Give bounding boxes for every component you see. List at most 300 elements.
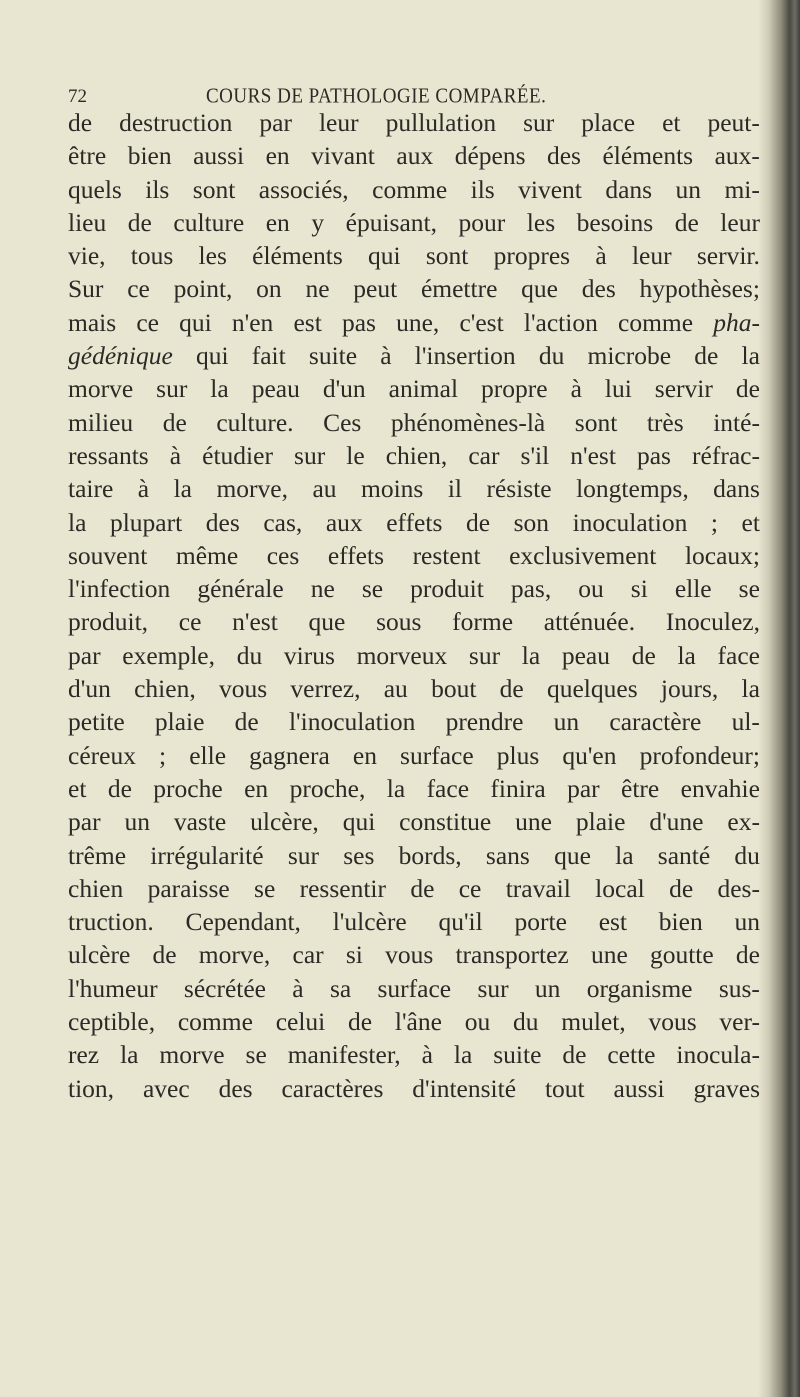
line-text: d'une [649, 807, 704, 837]
text-line [68, 938, 760, 971]
line-text: morve, [198, 940, 271, 970]
text-line [68, 839, 760, 872]
text-line [68, 872, 760, 905]
line-text: que [554, 840, 591, 870]
line-text: des [205, 507, 240, 537]
line-text: microbe [587, 341, 672, 371]
line-text: ver- [719, 1007, 760, 1037]
line-text: transportez [455, 940, 569, 970]
line-text: inocula- [676, 1040, 760, 1070]
line-text: dans [713, 474, 760, 504]
line-text: que [308, 607, 346, 637]
line-text: peut [353, 274, 398, 304]
line-text: pas, [510, 574, 552, 604]
line-text: à [292, 973, 304, 1003]
line-text: quelques [546, 674, 638, 704]
line-text: la [68, 507, 87, 537]
line-text: ce [458, 873, 482, 903]
line-text: si [345, 940, 363, 970]
text-line [68, 705, 760, 738]
book-binding-shadow [758, 0, 800, 1397]
line-text: manifester, [287, 1040, 401, 1070]
line-text: et [68, 773, 87, 803]
line-text: lui [604, 374, 632, 404]
line-text: morve [68, 374, 134, 404]
line-text: bords, [398, 840, 462, 870]
line-text: qui [195, 341, 229, 371]
line-text: cette [607, 1040, 656, 1070]
line-text: constitue [399, 807, 492, 837]
line-text: émettre [420, 274, 498, 304]
line-text: de [674, 207, 699, 237]
line-text: organisme [586, 973, 693, 1003]
line-text: goutte [649, 940, 714, 970]
line-text: et [662, 108, 681, 137]
line-text: de [735, 940, 760, 970]
line-text: quels [68, 174, 122, 204]
line-text: local [595, 873, 645, 903]
text-line [68, 1005, 760, 1038]
line-text: rez [68, 1040, 100, 1070]
line-text: aux [325, 507, 363, 537]
text-line [68, 572, 760, 605]
line-text: la [453, 1040, 473, 1070]
line-text: ulcère, [250, 807, 319, 837]
line-text: ulcère [68, 940, 131, 970]
line-text: ne [310, 574, 335, 604]
line-text: aussi [193, 141, 245, 171]
line-text: vous [385, 940, 434, 970]
page-number: 72 [68, 86, 87, 107]
line-text: Sur [68, 274, 104, 304]
text-line [68, 972, 760, 1005]
line-text: la [615, 840, 634, 870]
text-line [68, 272, 760, 305]
line-text: est [293, 307, 322, 337]
running-title: COURS DE PATHOLOGIE COMPARÉE. [206, 84, 547, 108]
line-text: propres [493, 241, 571, 271]
line-text: de [669, 873, 694, 903]
line-text: l'âne [394, 1007, 442, 1037]
line-text: même [175, 540, 239, 570]
text-line [68, 472, 760, 505]
line-text: surface [400, 740, 474, 770]
line-text: sur [477, 973, 509, 1003]
line-text: caractères [281, 1073, 384, 1103]
line-text: leur [318, 108, 359, 137]
line-text: sur [156, 374, 188, 404]
line-text: ces [266, 540, 300, 570]
line-text: la [173, 474, 192, 504]
line-text: par [68, 640, 101, 670]
line-text: exclusivement [509, 540, 657, 570]
line-text: destruction [119, 108, 233, 137]
line-text: une [515, 807, 552, 837]
line-text: à [595, 241, 607, 271]
line-text: culture [173, 207, 245, 237]
line-text: lieu [68, 207, 107, 237]
line-text: effets [327, 540, 385, 570]
line-text: s'il [520, 440, 550, 470]
line-text: si [630, 574, 648, 604]
line-text: plaie [575, 807, 626, 837]
line-text: la [120, 1040, 139, 1070]
line-text: le [346, 440, 365, 470]
line-text: hypothèses; [639, 274, 760, 304]
line-text: la [386, 773, 406, 803]
line-text: ce [127, 274, 150, 304]
line-text: moins [361, 474, 424, 504]
line-text: on [256, 274, 282, 304]
line-text: un [553, 707, 580, 737]
line-text: céreux [68, 740, 136, 770]
line-text: est [598, 907, 628, 937]
line-text: étudier [202, 440, 273, 470]
line-text: de [68, 108, 93, 137]
line-text: sont [425, 241, 469, 271]
text-line [68, 639, 760, 672]
line-text: dépens [454, 141, 526, 171]
line-text: paraisse [147, 873, 230, 903]
line-text: sur [468, 640, 501, 670]
line-text: peau [251, 374, 300, 404]
line-text: gagnera [249, 740, 330, 770]
line-text: mi- [724, 174, 760, 204]
line-text: du [512, 1007, 539, 1037]
line-text: ce [136, 307, 159, 337]
text-line [68, 672, 760, 705]
line-text: vaste [173, 807, 227, 837]
line-text: dans [605, 174, 653, 204]
line-text: ; [159, 740, 167, 770]
line-text: porte [514, 907, 567, 937]
line-text: des [546, 141, 581, 171]
line-text: elle [674, 574, 712, 604]
line-text: bien [127, 141, 172, 171]
line-text: comme [177, 1007, 253, 1037]
line-text: être [68, 141, 107, 171]
line-text: des- [717, 873, 760, 903]
line-text: graves [693, 1073, 760, 1103]
line-text: celui [275, 1007, 326, 1037]
line-text: souvent [68, 540, 148, 570]
line-text: ou [464, 1007, 491, 1037]
line-text: culture. [216, 407, 294, 437]
line-text: par [567, 773, 600, 803]
line-text: irrégularité [150, 840, 264, 870]
line-text: plus [496, 740, 540, 770]
line-text: sont [192, 174, 236, 204]
line-text: atténuée. [543, 607, 636, 637]
line-text: pas [636, 440, 671, 470]
text-line [68, 206, 760, 239]
line-text: suite [493, 1040, 542, 1070]
line-text: ne [305, 274, 330, 304]
line-text: servir. [696, 241, 760, 271]
line-text: une, [396, 307, 440, 337]
line-text: bien [658, 907, 703, 937]
line-text: de [234, 707, 259, 737]
line-text: ; [710, 507, 718, 537]
line-text: l'insertion [414, 341, 516, 371]
line-text: Ces [323, 407, 362, 437]
italic-text: gédénique [68, 341, 173, 371]
line-text: de [162, 407, 187, 437]
line-text: point, [173, 274, 233, 304]
line-text: peau [561, 640, 610, 670]
line-text: place [581, 108, 636, 137]
line-text: se [254, 873, 276, 903]
line-text: milieu [68, 407, 134, 437]
text-line [68, 905, 760, 938]
text-line [68, 306, 760, 339]
body-text [68, 106, 760, 1105]
line-text: ses [343, 840, 375, 870]
line-text: des [218, 1073, 253, 1103]
line-text: aussi [613, 1073, 665, 1103]
text-line [68, 173, 760, 206]
line-text: n'est [570, 440, 616, 470]
line-text: l'inoculation [288, 707, 416, 737]
line-text: proche, [289, 773, 366, 803]
line-text: ceptible, [68, 1007, 156, 1037]
line-text: leur [631, 241, 672, 271]
line-text: l'ulcère [332, 907, 407, 937]
line-text: travail [505, 873, 571, 903]
line-text: bout [431, 674, 477, 704]
line-text: se [361, 574, 384, 604]
line-text: l'infection [68, 574, 171, 604]
line-text: vivant [311, 141, 375, 171]
line-text: Inoculez, [665, 607, 760, 637]
line-text: qu'en [562, 740, 617, 770]
line-text: mais [68, 307, 117, 337]
line-text: en [244, 773, 269, 803]
line-text: l'action [523, 307, 598, 337]
line-text: à [421, 1040, 433, 1070]
line-text: de [694, 341, 719, 371]
line-text: à [570, 374, 582, 404]
line-text: de [107, 773, 132, 803]
line-text: par [259, 108, 292, 137]
line-text: une [590, 940, 628, 970]
line-text: de [348, 1007, 373, 1037]
line-text: tous [130, 241, 174, 271]
line-text: santé [657, 840, 711, 870]
line-text: les [526, 207, 556, 237]
line-text: un [675, 174, 702, 204]
line-text: d'intensité [412, 1073, 517, 1103]
line-text: de [562, 1040, 587, 1070]
line-text: aux [396, 141, 434, 171]
line-text: d'un [68, 674, 111, 704]
line-text: qui [342, 807, 376, 837]
line-text: de [465, 507, 491, 537]
text-line [68, 739, 760, 772]
line-text: ul- [731, 707, 760, 737]
line-text: prendre [445, 707, 524, 737]
text-line [68, 805, 760, 838]
line-text: envahie [680, 773, 760, 803]
line-text: verrez, [290, 674, 361, 704]
line-text: sus- [718, 973, 760, 1003]
text-line [68, 605, 760, 638]
line-text: ressants [68, 440, 149, 470]
line-text: sous [376, 607, 422, 637]
line-text: en [265, 141, 290, 171]
line-text: ou [578, 574, 604, 604]
line-text: et [741, 507, 760, 537]
line-text: du [734, 840, 760, 870]
text-line [68, 772, 760, 805]
line-text: locaux; [684, 540, 760, 570]
line-text: aux- [714, 141, 760, 171]
line-text: au [383, 674, 408, 704]
line-text: jours, [660, 674, 719, 704]
line-text: car [292, 940, 324, 970]
line-text: de [499, 674, 524, 704]
line-text: peut- [707, 108, 760, 137]
line-text: la [741, 674, 760, 704]
line-text: la [210, 374, 229, 404]
line-text: chien, [385, 440, 448, 470]
text-line [68, 339, 760, 372]
line-text: se [738, 574, 760, 604]
line-text: ils [145, 174, 170, 204]
line-text: pas [341, 307, 376, 337]
line-text: comme [618, 307, 694, 337]
line-text: éléments [602, 141, 694, 171]
line-text: vous [648, 1007, 697, 1037]
line-text: son [513, 507, 550, 537]
line-text: inté- [713, 407, 760, 437]
line-text: inoculation [572, 507, 688, 537]
text-line [68, 239, 760, 272]
line-text: longtemps, [576, 474, 689, 504]
line-text: virus [283, 640, 335, 670]
line-text: du [236, 640, 263, 670]
line-text: taire [68, 474, 114, 504]
line-text: tion, [68, 1073, 115, 1103]
line-text: être [621, 773, 660, 803]
line-text: exemple, [122, 640, 215, 670]
line-text: animal [388, 374, 459, 404]
line-text: se [245, 1040, 267, 1070]
text-line [68, 406, 760, 439]
line-text: un [534, 973, 561, 1003]
line-text: qui [368, 241, 401, 271]
line-text: par [68, 807, 101, 837]
line-text: n'est [232, 607, 278, 637]
line-text: effets [386, 507, 443, 537]
line-text: il [447, 474, 462, 504]
line-text: épuisant, [345, 207, 437, 237]
text-line [68, 539, 760, 572]
line-text: sans [485, 840, 530, 870]
line-text: trême [68, 840, 127, 870]
line-text: c'est [459, 307, 504, 337]
line-text: finira [490, 773, 546, 803]
line-text: Cependant, [185, 907, 301, 937]
line-text: comme [372, 174, 448, 204]
line-text: pullulation [385, 108, 497, 137]
line-text: face [717, 640, 760, 670]
line-text: des [581, 274, 616, 304]
line-text: sécrétée [183, 973, 266, 1003]
line-text: associés, [258, 174, 349, 204]
line-text: suite [308, 341, 358, 371]
line-text: en [265, 207, 290, 237]
text-line [68, 506, 760, 539]
line-text: y [311, 207, 325, 237]
line-text: de [152, 940, 177, 970]
line-text: profondeur; [639, 740, 760, 770]
line-text: la [677, 640, 696, 670]
text-line [68, 372, 760, 405]
line-text: servir [654, 374, 713, 404]
line-text: propre [481, 374, 548, 404]
line-text: forme [452, 607, 514, 637]
line-text: besoins [576, 207, 654, 237]
line-text: éléments [252, 241, 343, 271]
line-text: elle [189, 740, 227, 770]
text-line [68, 439, 760, 472]
line-text: produit, [68, 607, 149, 637]
line-text: résiste [486, 474, 552, 504]
line-text: réfrac- [692, 440, 760, 470]
line-text: morve, [216, 474, 288, 504]
text-line [68, 106, 760, 139]
line-text: ex- [727, 807, 760, 837]
line-text: tout [544, 1073, 585, 1103]
line-text: la [521, 640, 541, 670]
line-text: truction. [68, 907, 154, 937]
line-text: de [631, 640, 656, 670]
line-text: un [734, 907, 760, 937]
line-text: sa [329, 973, 352, 1003]
line-text: de [127, 207, 152, 237]
line-text: face [426, 773, 470, 803]
line-text: vie, [68, 241, 106, 271]
italic-text: pha- [713, 307, 760, 337]
line-text: morveux [356, 640, 448, 670]
text-line [68, 1072, 760, 1105]
line-text: à [169, 440, 182, 470]
line-text: sont [574, 407, 618, 437]
line-text: ressentir [299, 873, 386, 903]
line-text: produit [410, 574, 484, 604]
line-text: à [137, 474, 150, 504]
line-text: surface [377, 973, 452, 1003]
line-text: plupart [109, 507, 183, 537]
line-text: ils [470, 174, 495, 204]
line-text: ce [178, 607, 202, 637]
line-text: mulet, [561, 1007, 626, 1037]
line-text: sur [523, 108, 555, 137]
line-text: un [124, 807, 150, 837]
line-text: l'humeur [68, 973, 158, 1003]
line-text: vous [218, 674, 268, 704]
line-text: sur [294, 440, 326, 470]
line-text: n'en [231, 307, 274, 337]
line-text: phénomènes-là [390, 407, 546, 437]
line-text: restent [412, 540, 481, 570]
line-text: petite [68, 707, 125, 737]
line-text: de [410, 873, 435, 903]
line-text: chien [68, 873, 124, 903]
line-text: qui [179, 307, 212, 337]
line-text: les [198, 241, 227, 271]
